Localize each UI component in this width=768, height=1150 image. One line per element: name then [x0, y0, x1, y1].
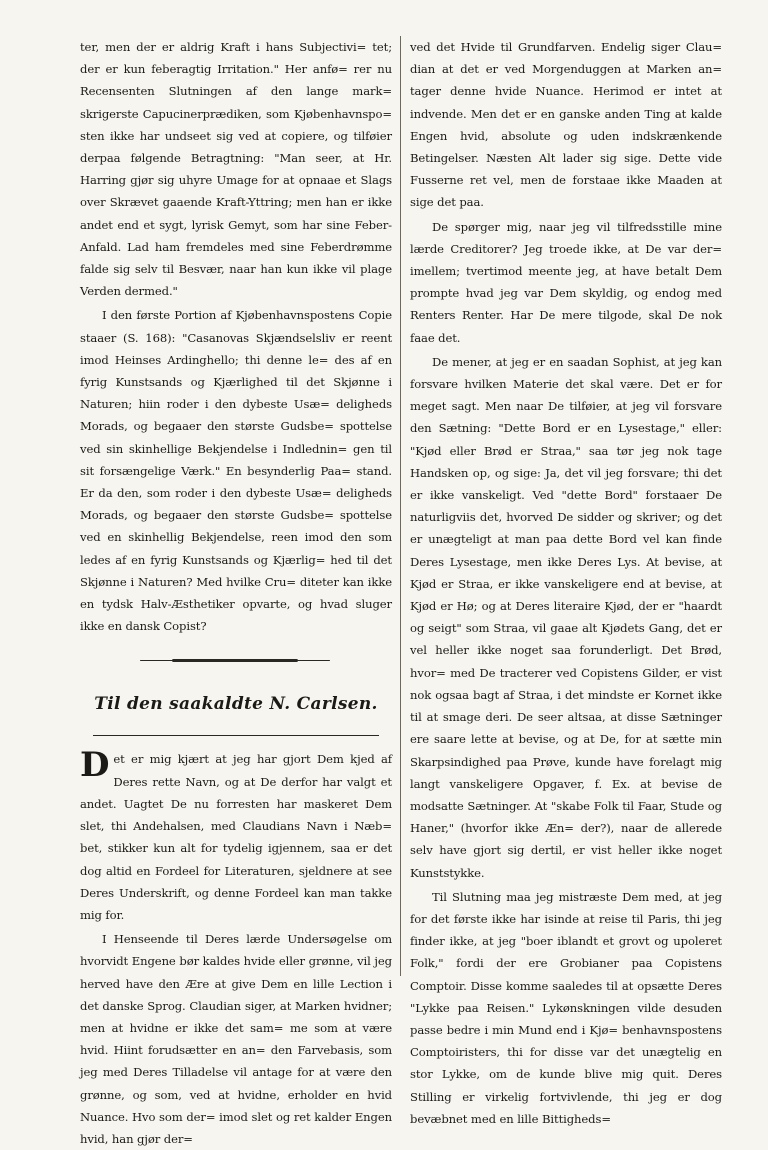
paragraph: ved det Hvide til Grundfarven. Endelig siger Clau= dian at det er ved Morgenduggen at Marken an= tager denne hvide Nuance. Herimod er intet at indvende. Men det er en ganske anden Ting at kalde Engen hvid, absolute og uden indskrænkende Betingelser. Næsten Alt lader sig sige. Dette vide Fusserne ret vel, men de forstaae ikke Maaden at sige det paa. [410, 40, 722, 210]
paragraph [80, 745, 392, 926]
heading-rule [93, 735, 379, 736]
paragraph: ter, men der er aldrig Kraft i hans Subjectivi= tet; der er kun feberagtig Irritation." Her anfø= rer nu Recensenten Slutningen af den lange mark= skrigerste Capucinerprædiken, som Kjøbenhavnspo= sten ikke har undseet sig ved at copiere, og tilføier derpaa følgende Betragtning: "Man seer, at Hr. Harring gjør sig uhyre Umage for at opnaae et Slags over Skrævet gaaende Kraft-Yttring; men han er ikke andet end et sygt, lyrisk Gemyt, som har sine Feber-Anfald. Lad ham fremdeles med sine Feberdrømme falde sig selv til Besvær, naar han kun ikke vil plage Verden dermed." [80, 40, 392, 299]
paragraph: De mener, at jeg er en saadan Sophist, at jeg kan forsvare hvilken Materie det skal være. Det er for meget sagt. Men naar De tilføier, at jeg vil forsvare den Sætning: "Dette Bord er en Lysestage," eller: "Kjød eller Brød er Straa," saa tør jeg nok tage Handsken op, og sige: Ja, det vil jeg forsvare; thi det er ikke vanskeligt. Ved "dette Bord" forstaaer De naturligviis det, hvorved De sidder og skriver; og det er unægteligt at man paa dette Bord vel kan finde Deres Lysestage, men ikke Deres Lys. At bevise, at Kjød er Straa, er ikke vanskeligere end at bevise, at Kjød er Hø; og at Deres literaire Kjød, der er "haardt og seigt" som Straa, vil gaae alt Kjødets Gang, det er vel heller ikke noget saa forunderligt. Det Brød, hvor= med De tracterer ved Copistens Gilder, er vist nok ogsaa bagt af Straa, i det mindste er Kornet ikke til at smage deri. De seer altsaa, at disse Sætninger ere saare lette at bevise, og at De, for at sætte min Skarpsindighed paa Prøve, kunde have forelagt mig langt vanskeligere Opgaver, f. Ex. at bevise de modsatte Sætninger. At "skabe Folk til Faar, Stude og Haner," (hvorfor ikke Æn= der?), naar de allerede selv have gjort sig dertil, er vist heller ikke noget Kunststykke. [410, 354, 722, 880]
paragraph: I den første Portion af Kjøbenhavnspostens Copie staaer (S. 168): "Casanovas Skjændselsliv er reent imod Heinses Ardinghello; thi denne le= des af en fyrig Kunstsands og Kjærlighed til det Skjønne i Naturen; hiin roder i den dybeste Usæ= deligheds Morads, og begaaer den største Gudsbe= spottelse ved sin skinhellige Bekjendelse i Indlednin= gen til sit forsængelige Værk." En besynderlig Paa= stand. Er da den, som roder i den dybeste Usæ= deligheds Morads, og begaaer den største Gudsbe= spottelse ved en skinhellig Bekjendelse, reen imod den som ledes af en fyrig Kunstsands og Kjærlig= hed til det Skjønne i Naturen? Med hvilke Cru= diteter kan ikke en tydsk Halv-Æsthetiker opvarte, og hvad sluger ikke en dansk Copist? [80, 308, 392, 634]
paragraph-text: et er mig kjært at jeg har gjort Dem kjed af Deres rette Navn, og at De derfor har valgt et andet. Uagtet De nu forresten har maskeret Dem slet, thi Andehalsen, med Claudians Navn i Næb= bet, stikker kun alt for tydelig igjennem, saa er det dog altid en Fordeel for Literaturen, sjeldnere at see Deres Underskrift, og denne Fordeel kan man takke mig for. [80, 752, 392, 922]
divider-swell [172, 659, 298, 662]
paragraph: Til Slutning maa jeg mistræste Dem med, at jeg for det første ikke har isinde at reise til Paris, thi jeg finder ikke, at jeg "boer iblandt et grovt og upoleret Folk," fordi der ere Grobianer paa Copistens Comptoir. Disse komme saaledes til at opsætte Deres "Lykke paa Reisen." Lykønskningen vilde desuden passe bedre i min Mund end i Kjø= benhavnspostens Comptoiristers, thi for disse var det unægtelig en stor Lykke, om de kunde blive mig quit. Deres Stilling er virkelig fortvivlende, thi jeg er dog bevæbnet med en lille Bittigheds= [410, 889, 722, 1126]
left-column [80, 36, 392, 1150]
section-heading: Til den saakaldte N. Carlsen. [94, 694, 378, 715]
right-column [410, 36, 722, 1130]
paragraph: I Henseende til Deres lærde Undersøgelse om hvorvidt Engene bør kaldes hvide eller grønne, vil jeg herved have den Ære at give Dem en lille Lection i det danske Sprog. Claudian siger, at Marken hvidner; men at hvidne er ikke det sam= me som at være hvid. Hiint forudsætter en an= den Farvebasis, som jeg med Deres Tilladelse vil antage for at være den grønne, og som, ved at hvidne, erholder en hvid Nuance. Hvo som der= imod slet og ret kalder Engen hvid, han gjør der= [80, 932, 392, 1146]
column-rule [400, 36, 401, 976]
section-divider [80, 647, 392, 677]
drop-cap: D [80, 745, 110, 786]
paragraph: De spørger mig, naar jeg vil tilfredsstille mine lærde Creditorer? Jeg troede ikke, at De var der= imellem; tvertimod meente jeg, at have betalt Dem prompte hvad jeg var Dem skyldig, og endog med Renters Renter. Har De mere tilgode, skal De nok faae det. [410, 219, 722, 345]
